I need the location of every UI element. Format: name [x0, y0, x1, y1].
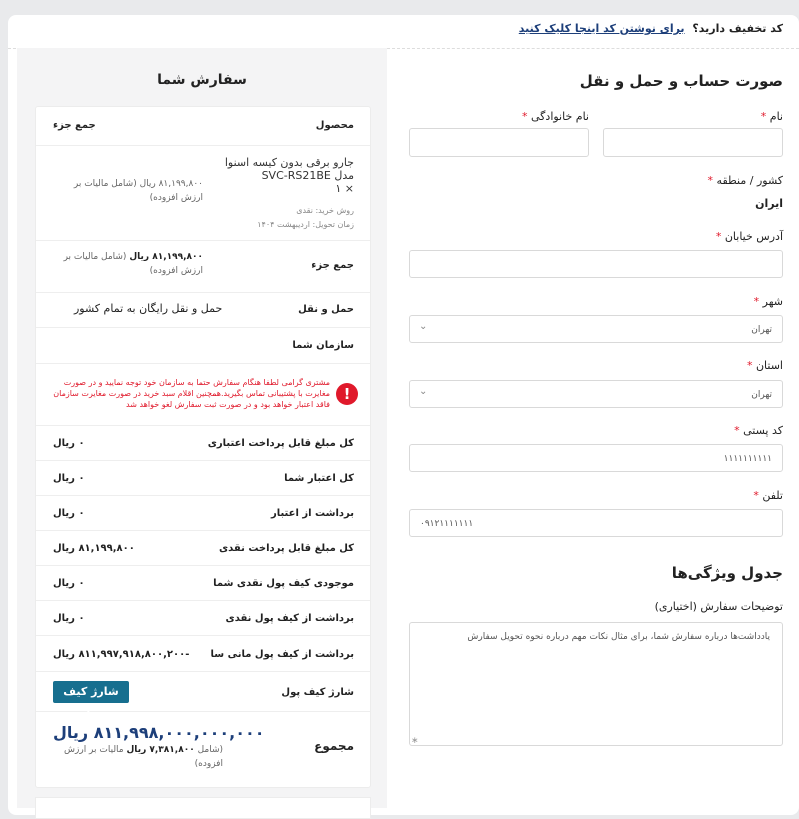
credit-total-row	[36, 460, 370, 496]
total-value: ۸۱۱,۹۹۸,۰۰۰,۰۰۰,۰۰۰ ریال	[53, 723, 265, 742]
postcode-label: کد پستی *	[734, 424, 783, 437]
subtotal-row	[36, 240, 370, 293]
product-tax-note: (شامل مالیات بر ارزش افزوده)	[73, 179, 203, 203]
credit-total-value: ۰ ریال	[53, 473, 85, 484]
order-table-header	[36, 107, 370, 146]
first-name-label: نام *	[760, 110, 783, 123]
subtotal-label: جمع جزء	[311, 260, 354, 271]
head-subtotal: جمع جزء	[53, 120, 96, 131]
state-label: استان *	[746, 359, 783, 372]
credit-payable-row	[36, 425, 370, 461]
organization-warning: مشتری گرامی لطفا هنگام سفارش حتما به سازمان خود توجه نمایید و در صورت مغایرت با پشتیبانی تماس بگیرید.همچنین اقلام سبد خرید در صورت مغایرت سازمان فاقد اعتبار خواهد بود و در صورت ثبت سفارش لغو خواهد شد	[53, 378, 330, 409]
last-name-label: نام خانوادگی *	[522, 110, 589, 123]
wallet-withdraw-value: ۰ ریال	[53, 613, 85, 624]
street-address-label: آدرس خیابان *	[715, 230, 783, 243]
order-notes-textarea[interactable]: یادداشت‌ها درباره سفارش شما، برای مثال نکات مهم درباره نحوه تحویل سفارش	[409, 622, 783, 746]
total-label: مجموع	[314, 739, 354, 753]
state-select[interactable]	[409, 380, 783, 408]
order-table	[35, 106, 371, 788]
coupon-notice	[519, 22, 783, 35]
city-label: شهر *	[753, 295, 783, 308]
shipping-label: حمل و نقل	[298, 304, 354, 315]
wallet-withdraw-row	[36, 600, 370, 636]
phone-label: تلفن *	[753, 489, 783, 502]
chevron-down-icon: ⌄	[419, 386, 428, 397]
wallet-sa-withdraw-label: برداشت از کیف پول مانی سا	[210, 649, 354, 660]
credit-total-label: کل اعتبار شما	[284, 473, 354, 484]
state-select-value: تهران	[751, 390, 772, 400]
total-tax-note: (شامل ۷,۳۸۱,۸۰۰ ریال مالیات بر ارزش افزوده)	[64, 745, 223, 769]
payment-methods-card	[35, 797, 371, 819]
order-product-row	[36, 146, 370, 241]
additional-info-title: جدول ویژگی‌ها	[671, 564, 783, 582]
credit-withdraw-row	[36, 495, 370, 531]
first-name-input[interactable]	[603, 128, 783, 157]
shipping-row	[36, 292, 370, 328]
credit-payable-label: کل مبلغ قابل پرداخت اعتباری	[207, 438, 354, 449]
country-value: ایران	[755, 197, 783, 210]
wallet-balance-row	[36, 565, 370, 601]
subtotal-tax-note: (شامل مالیات بر ارزش افزوده)	[63, 252, 203, 276]
credit-withdraw-label: برداشت از اعتبار	[270, 508, 354, 519]
country-label: کشور / منطقه *	[707, 174, 783, 187]
wallet-balance-value: ۰ ریال	[53, 578, 85, 589]
coupon-link[interactable]: برای نوشتن کد اینجا کلیک کنید	[518, 22, 685, 35]
phone-input[interactable]: ۰۹۱۲۱۱۱۱۱۱۱	[409, 509, 783, 537]
subtotal-value: ۸۱,۱۹۹,۸۰۰ ریال (شامل مالیات بر ارزش افزوده)	[63, 252, 203, 276]
billing-title: صورت حساب و حمل و نقل	[579, 72, 783, 90]
wallet-sa-withdraw-row	[36, 635, 370, 672]
product-meta	[257, 204, 354, 232]
credit-withdraw-value: ۰ ریال	[53, 508, 85, 519]
wallet-balance-label: موجودی کیف پول نقدی شما	[213, 578, 354, 589]
postcode-input[interactable]: ۱۱۱۱۱۱۱۱۱۱	[409, 444, 783, 472]
cash-payable-row	[36, 530, 370, 566]
resize-handle-icon[interactable]: ∗	[411, 736, 419, 746]
warning-row	[36, 363, 370, 426]
organization-row	[36, 327, 370, 364]
last-name-input[interactable]	[409, 128, 589, 157]
wallet-sa-withdraw-value: -۸۱۱,۹۹۷,۹۱۸,۸۰۰,۲۰۰ ریال	[53, 649, 190, 660]
organization-label: سازمان شما	[292, 340, 354, 351]
street-address-input[interactable]	[409, 250, 783, 278]
head-product: محصول	[315, 120, 354, 131]
credit-payable-value: ۰ ریال	[53, 438, 85, 449]
city-select[interactable]	[409, 315, 783, 343]
product-delivery-time: زمان تحویل: اردیبهشت ۱۴۰۴	[257, 220, 354, 229]
product-payment-method: روش خرید: نقدی	[296, 206, 354, 215]
wallet-charge-label: شارژ کیف پول	[281, 687, 354, 698]
product-price: ۸۱,۱۹۹,۸۰۰ ریال (شامل مالیات بر ارزش افزوده)	[73, 179, 203, 203]
charge-wallet-button[interactable]: شارژ کیف پول	[53, 681, 129, 703]
product-quantity: × ۱	[335, 182, 354, 195]
wallet-withdraw-label: برداشت از کیف پول نقدی	[225, 613, 354, 624]
cash-payable-value: ۸۱,۱۹۹,۸۰۰ ریال	[53, 543, 135, 554]
cash-payable-label: کل مبلغ قابل پرداخت نقدی	[218, 543, 354, 554]
order-title: سفارش شما	[157, 72, 247, 88]
order-notes-label: توضیحات سفارش (اختیاری)	[654, 600, 783, 613]
chevron-down-icon: ⌄	[419, 321, 428, 332]
coupon-question: کد تخفیف دارید؟	[692, 22, 783, 35]
city-select-value: تهران	[751, 325, 772, 335]
shipping-value: حمل و نقل رایگان به تمام کشور	[74, 302, 223, 315]
warning-icon: !	[336, 383, 358, 405]
total-tax-amount: ۷,۳۸۱,۸۰۰ ریال	[126, 745, 195, 755]
product-name: جارو برقی بدون کیسه اسنوا مدل SVC-RS21BE × ۱	[224, 156, 354, 195]
